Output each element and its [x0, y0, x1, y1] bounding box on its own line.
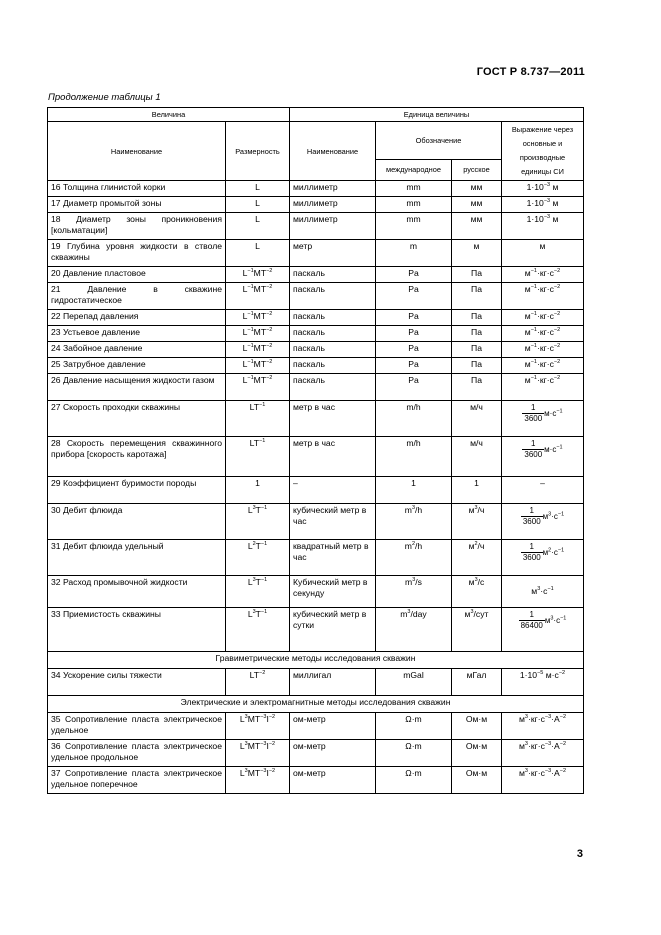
unit-name: миллиметр: [290, 181, 376, 197]
designation-rus: м: [452, 240, 502, 267]
unit-name: паскаль: [290, 310, 376, 326]
section-electric: Электрические и электромагнитные методы исследования скважин: [48, 696, 584, 713]
designation-rus: 1: [452, 477, 502, 504]
si-expression: $м^{-1}\cdot кг\cdot с^{-2}$: [502, 374, 584, 401]
unit-name: ом-метр: [290, 740, 376, 767]
header-dimension: Размерность: [226, 122, 290, 181]
table-row: [48, 197, 584, 213]
si-expression: $1\cdot 10^{-5}$ $м\cdot с^{-2}$: [502, 669, 584, 696]
dimension: $L^3MT^{-3}I^{-2}$: [226, 713, 290, 740]
section-gravimetric: Гравиметрические методы исследования скважин: [48, 652, 584, 669]
si-expression: $1\cdot 10^{-3}$ м: [502, 181, 584, 197]
quantity-name: 23 Устьевое давление: [48, 326, 226, 342]
si-expression: $м^3\cdot кг\cdot с^{-3}\cdot А^{-2}$: [502, 740, 584, 767]
si-expression: $\frac{1}{3600}$ $м\cdot с^{-1}$: [502, 437, 584, 477]
designation-rus: мГал: [452, 669, 502, 696]
table-row: [48, 437, 584, 477]
designation-intl: Ω·m: [376, 713, 452, 740]
table-row: [48, 374, 584, 401]
designation-intl: m: [376, 240, 452, 267]
designation-rus: $м^3/ч$: [452, 504, 502, 540]
designation-rus: Ом·м: [452, 767, 502, 794]
dimension: $LT^{-1}$: [226, 401, 290, 437]
designation-rus: мм: [452, 197, 502, 213]
designation-intl: Pa: [376, 342, 452, 358]
unit-name: квадратный метр в час: [290, 540, 376, 576]
designation-intl: mm: [376, 181, 452, 197]
si-expression: м: [502, 240, 584, 267]
header-unit: Единица величины: [290, 108, 584, 122]
designation-intl: Pa: [376, 326, 452, 342]
dimension: $L^3T^{-1}$: [226, 504, 290, 540]
designation-rus: $м^2/ч$: [452, 540, 502, 576]
header-unit-name: Наименование: [290, 122, 376, 181]
si-expression: $м^{-1}\cdot кг\cdot с^{-2}$: [502, 310, 584, 326]
quantity-name: 27 Скорость проходки скважины: [48, 401, 226, 437]
quantity-name: 20 Давление пластовое: [48, 267, 226, 283]
si-expression: $\frac{1}{3600}$ $м\cdot с^{-1}$: [502, 401, 584, 437]
si-expression: $\frac{1}{3600}$ $м^2\cdot с^{-1}$: [502, 540, 584, 576]
designation-intl: Pa: [376, 283, 452, 310]
quantity-name: 26 Давление насыщения жидкости газом: [48, 374, 226, 401]
designation-intl: m/h: [376, 437, 452, 477]
table-row: [48, 181, 584, 197]
quantity-name: 36 Сопротивление пласта электрическое удельное продольное: [48, 740, 226, 767]
table-row: [48, 401, 584, 437]
table-row: [48, 326, 584, 342]
dimension: $L^{-1}MT^{-2}$: [226, 374, 290, 401]
designation-intl: $m^3/h$: [376, 504, 452, 540]
table-caption: Продолжение таблицы 1: [48, 92, 161, 103]
table-row: [48, 342, 584, 358]
dimension: L: [226, 181, 290, 197]
section-row: [48, 696, 584, 713]
designation-intl: Pa: [376, 374, 452, 401]
quantity-name: 30 Дебит флюида: [48, 504, 226, 540]
unit-name: миллигал: [290, 669, 376, 696]
table-row: [48, 310, 584, 326]
header-international: международное: [376, 159, 452, 180]
designation-intl: $m^2/h$: [376, 540, 452, 576]
unit-name: паскаль: [290, 342, 376, 358]
designation-rus: Ом·м: [452, 740, 502, 767]
table-row: [48, 767, 584, 794]
si-expression: $м^{-1}\cdot кг\cdot с^{-2}$: [502, 326, 584, 342]
quantity-name: 31 Дебит флюида удельный: [48, 540, 226, 576]
dimension: $LT^{-1}$: [226, 437, 290, 477]
quantity-name: 32 Расход промывочной жидкости: [48, 576, 226, 608]
designation-intl: Pa: [376, 310, 452, 326]
unit-name: кубический метр в сутки: [290, 608, 376, 652]
header-expression: Выражение через основные и производные единицы СИ: [502, 122, 584, 181]
unit-name: метр: [290, 240, 376, 267]
dimension: $L^3T^{-1}$: [226, 576, 290, 608]
si-expression: $м^{-1}\cdot кг\cdot с^{-2}$: [502, 283, 584, 310]
header-name: Наименование: [48, 122, 226, 181]
unit-name: паскаль: [290, 267, 376, 283]
page-number: 3: [576, 848, 583, 860]
dimension: $L^{-1}MT^{-2}$: [226, 310, 290, 326]
designation-rus: мм: [452, 181, 502, 197]
section-row: [48, 652, 584, 669]
table-row: [48, 477, 584, 504]
dimension: $LT^{-2}$: [226, 669, 290, 696]
designation-intl: $m^3/s$: [376, 576, 452, 608]
designation-rus: Па: [452, 326, 502, 342]
designation-intl: mm: [376, 213, 452, 240]
dimension: $L^{-1}MT^{-2}$: [226, 358, 290, 374]
unit-name: метр в час: [290, 437, 376, 477]
si-expression: $1\cdot 10^{-3}$ м: [502, 213, 584, 240]
si-expression: $м^3\cdot с^{-1}$: [502, 576, 584, 608]
quantity-name: 37 Сопротивление пласта электрическое удельное поперечное: [48, 767, 226, 794]
designation-rus: Па: [452, 342, 502, 358]
dimension: $L^3MT^{-3}I^{-2}$: [226, 767, 290, 794]
quantity-name: 22 Перепад давления: [48, 310, 226, 326]
table-row: [48, 713, 584, 740]
designation-intl: mm: [376, 197, 452, 213]
designation-intl: 1: [376, 477, 452, 504]
header-designation: Обозначение: [376, 122, 502, 160]
table-row: [48, 540, 584, 576]
si-expression: $м^3\cdot кг\cdot с^{-3}\cdot А^{-2}$: [502, 713, 584, 740]
designation-intl: m/h: [376, 401, 452, 437]
table-row: [48, 740, 584, 767]
dimension: $L^3MT^{-3}I^{-2}$: [226, 740, 290, 767]
designation-rus: $м^3/с$: [452, 576, 502, 608]
designation-rus: м/ч: [452, 401, 502, 437]
designation-rus: Па: [452, 310, 502, 326]
table-row: [48, 283, 584, 310]
quantity-name: 28 Скорость перемещения скважинного прибора [скорость каротажа]: [48, 437, 226, 477]
unit-name: паскаль: [290, 326, 376, 342]
quantity-name: 19 Глубина уровня жидкости в стволе скважины: [48, 240, 226, 267]
table-row: [48, 608, 584, 652]
unit-name: –: [290, 477, 376, 504]
quantity-name: 34 Ускорение силы тяжести: [48, 669, 226, 696]
quantity-name: 35 Сопротивление пласта электрическое удельное: [48, 713, 226, 740]
designation-rus: Па: [452, 283, 502, 310]
unit-name: кубический метр в час: [290, 504, 376, 540]
table-row: [48, 576, 584, 608]
si-expression: –: [502, 477, 584, 504]
si-expression: $м^{-1}\cdot кг\cdot с^{-2}$: [502, 342, 584, 358]
dimension: $L^{-1}MT^{-2}$: [226, 283, 290, 310]
quantity-name: 33 Приемистость скважины: [48, 608, 226, 652]
dimension: $L^2T^{-1}$: [226, 540, 290, 576]
unit-name: паскаль: [290, 358, 376, 374]
unit-name: паскаль: [290, 374, 376, 401]
designation-intl: $m^3$/day: [376, 608, 452, 652]
designation-rus: Ом·м: [452, 713, 502, 740]
unit-name: ом-метр: [290, 767, 376, 794]
si-expression: $м^{-1}\cdot кг\cdot с^{-2}$: [502, 358, 584, 374]
si-expression: $\frac{1}{86400}$ $м^3\cdot с^{-1}$: [502, 608, 584, 652]
table-row: [48, 358, 584, 374]
designation-rus: Па: [452, 358, 502, 374]
quantity-name: 29 Коэффициент буримости породы: [48, 477, 226, 504]
si-expression: $м^{-1}\cdot кг\cdot с^{-2}$: [502, 267, 584, 283]
table-row: [48, 267, 584, 283]
quantity-name: 18 Диаметр зоны проникновения [кольматации]: [48, 213, 226, 240]
designation-rus: мм: [452, 213, 502, 240]
designation-intl: mGal: [376, 669, 452, 696]
unit-name: метр в час: [290, 401, 376, 437]
dimension: $L^{-1}MT^{-2}$: [226, 267, 290, 283]
dimension: L: [226, 197, 290, 213]
unit-name: миллиметр: [290, 197, 376, 213]
designation-intl: Pa: [376, 358, 452, 374]
dimension: $L^3T^{-1}$: [226, 608, 290, 652]
unit-name: ом-метр: [290, 713, 376, 740]
dimension: 1: [226, 477, 290, 504]
designation-intl: Ω·m: [376, 767, 452, 794]
dimension: L: [226, 213, 290, 240]
unit-name: паскаль: [290, 283, 376, 310]
designation-intl: Ω·m: [376, 740, 452, 767]
document-header: ГОСТ Р 8.737—2011: [476, 66, 585, 78]
unit-name: миллиметр: [290, 213, 376, 240]
designation-rus: м/ч: [452, 437, 502, 477]
quantity-name: 17 Диаметр промытой зоны: [48, 197, 226, 213]
quantity-name: 21 Давление в скважине гидростатическое: [48, 283, 226, 310]
designation-rus: $м^3$/сут: [452, 608, 502, 652]
unit-name: Кубический метр в секунду: [290, 576, 376, 608]
designation-intl: Pa: [376, 267, 452, 283]
si-expression: $м^3\cdot кг\cdot с^{-3}\cdot А^{-2}$: [502, 767, 584, 794]
quantity-name: 16 Толщина глинистой корки: [48, 181, 226, 197]
dimension: $L^{-1}MT^{-2}$: [226, 326, 290, 342]
table-row: [48, 669, 584, 696]
table-row: [48, 213, 584, 240]
units-table: [47, 107, 584, 794]
designation-rus: Па: [452, 374, 502, 401]
designation-rus: Па: [452, 267, 502, 283]
si-expression: $\frac{1}{3600}$ $м^3\cdot с^{-1}$: [502, 504, 584, 540]
dimension: L: [226, 240, 290, 267]
header-quantity: Величина: [48, 108, 290, 122]
dimension: $L^{-1}MT^{-2}$: [226, 342, 290, 358]
si-expression: $1\cdot 10^{-3}$ м: [502, 197, 584, 213]
quantity-name: 25 Затрубное давление: [48, 358, 226, 374]
table-row: [48, 240, 584, 267]
header-russian: русское: [452, 159, 502, 180]
table-row: [48, 504, 584, 540]
quantity-name: 24 Забойное давление: [48, 342, 226, 358]
